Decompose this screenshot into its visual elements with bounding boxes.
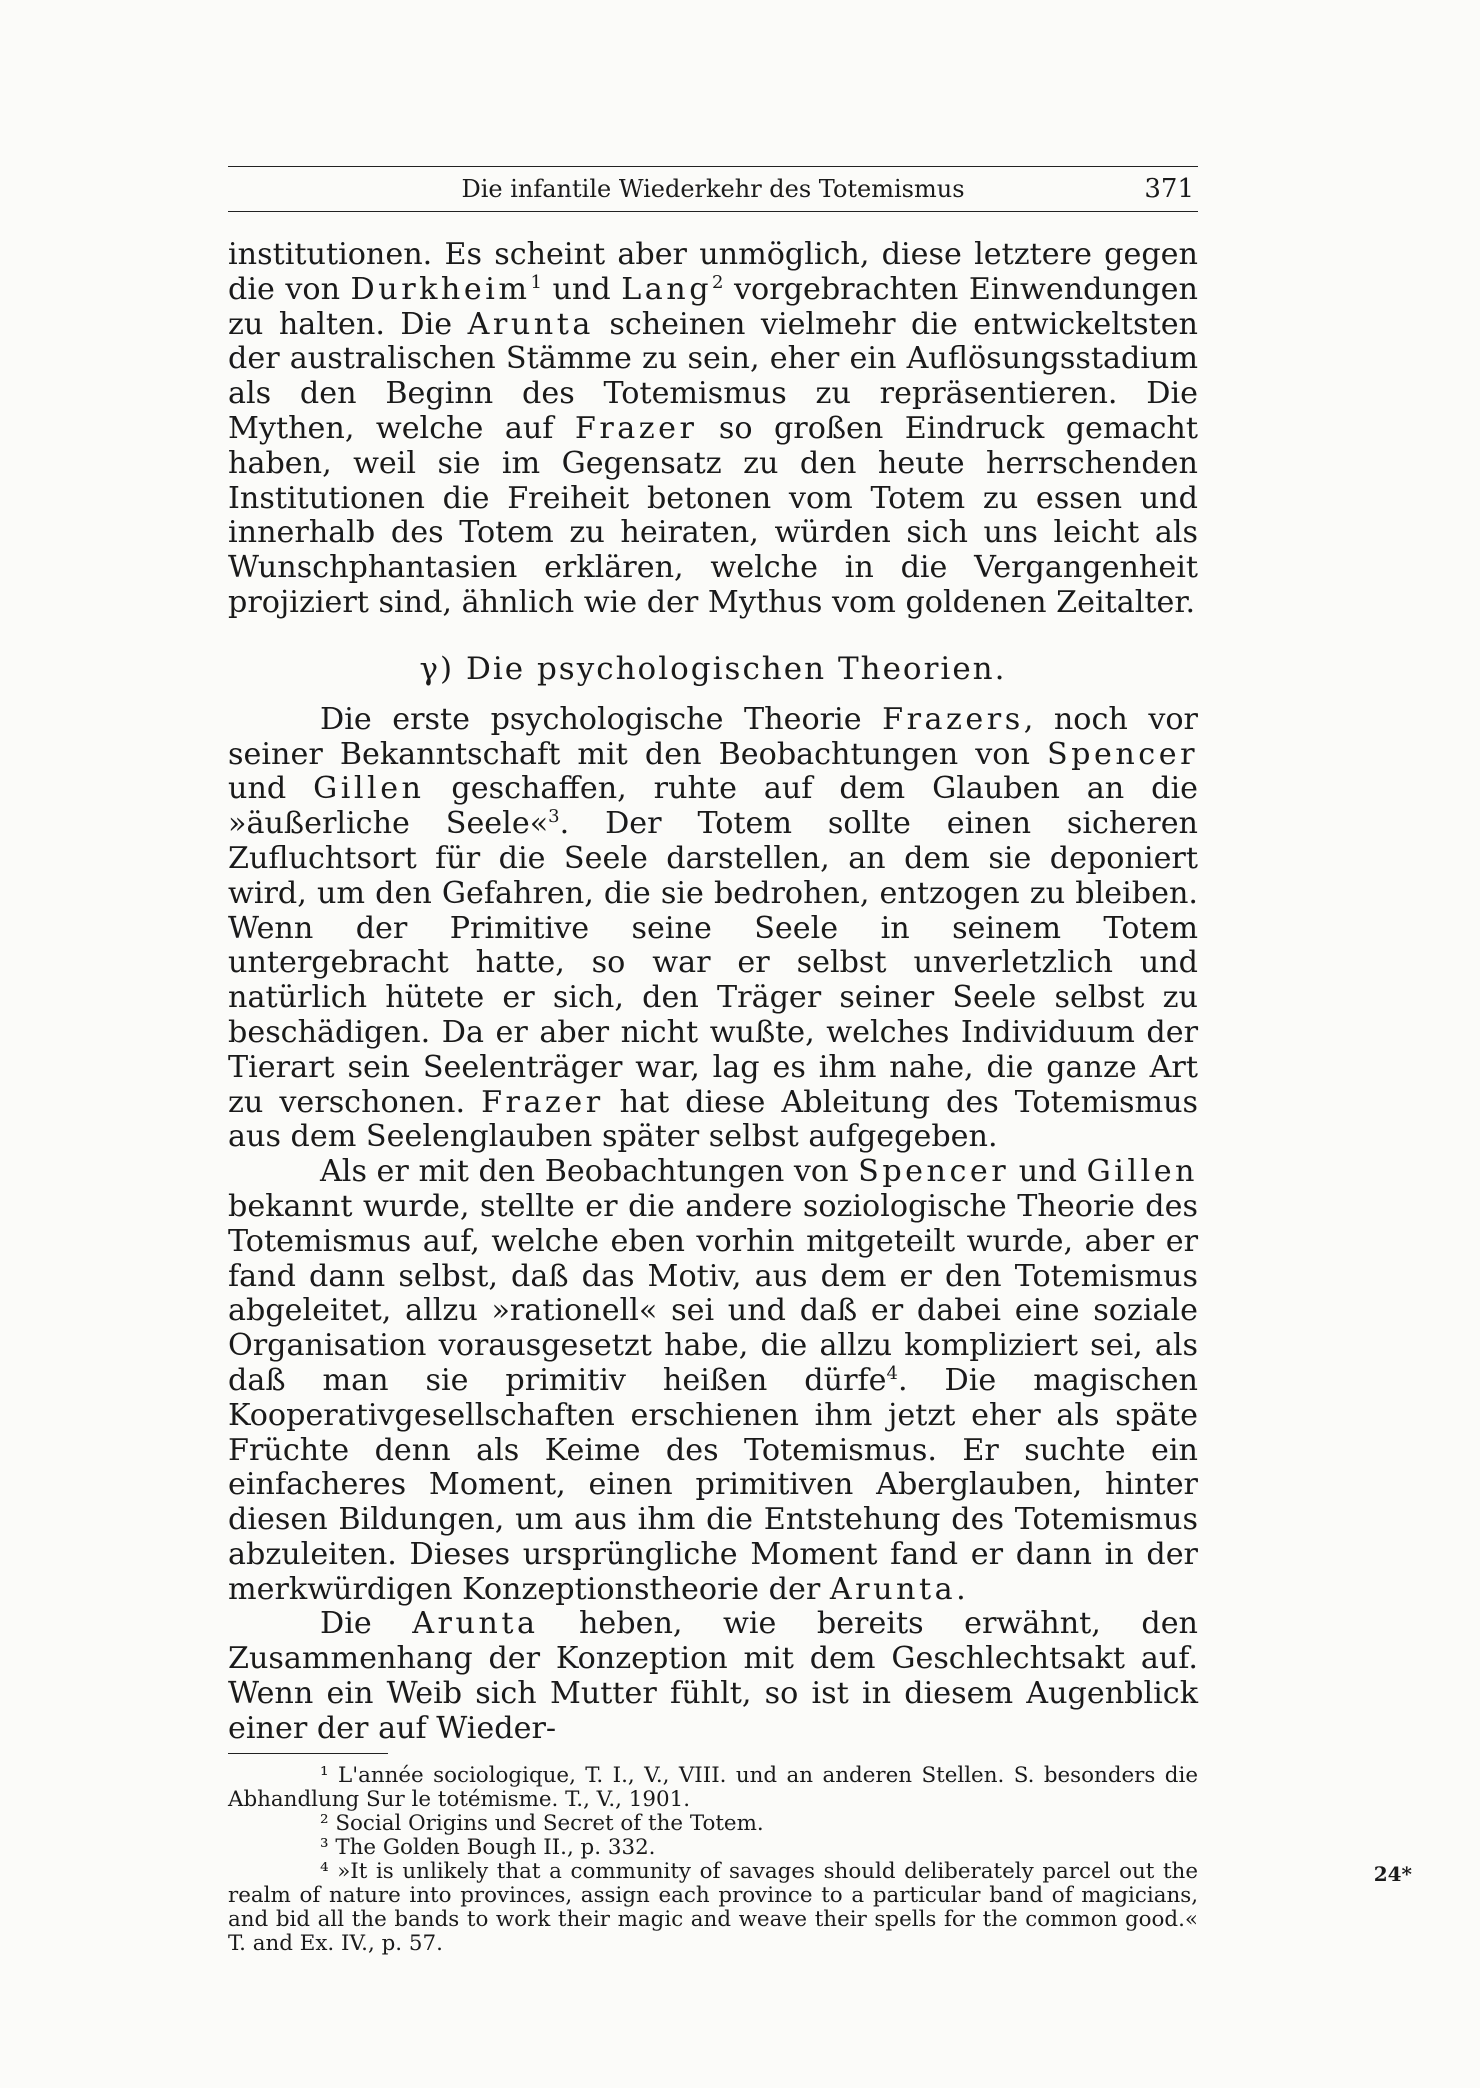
spaced-name: Frazer xyxy=(481,1084,604,1120)
footnote-ref: 3 xyxy=(548,806,560,828)
text-run: vorgebrachten Einwendungen zu halten. Die xyxy=(228,271,1198,342)
text-run: heben, wie bereits erwähnt, den Zusammenhang der Konzeption mit dem Geschlechtsakt auf. Wenn ein Weib sich Mutter fühlt, so ist in diesem Augenblick einer der auf Wieder- xyxy=(228,1606,1198,1746)
signature-mark: 24* xyxy=(1373,1862,1412,1886)
paragraph-4 xyxy=(228,1607,1198,1746)
text-run: scheinen vielmehr die entwickeltsten der australischen Stämme zu sein, eher ein Auflösungsstadium als den Beginn des Totemismus zu repräsentieren. Die Mythen, welche auf xyxy=(228,306,1198,446)
section-heading: γ) Die psychologischen Theorien. xyxy=(419,650,1007,687)
spaced-name: Frazer xyxy=(574,410,698,446)
spaced-name: Spencer xyxy=(858,1154,1010,1190)
spaced-name: Arunta xyxy=(467,306,594,342)
spaced-name: Spencer xyxy=(1046,736,1198,772)
text-run: , noch vor seiner Bekanntschaft mit den Beobachtungen von xyxy=(228,701,1198,772)
footnote-3: ³ The Golden Bough II., p. 332. xyxy=(320,1834,656,1860)
footnote-ref: 4 xyxy=(886,1362,898,1384)
text-run: geschaffen, ruhte auf dem Glauben an die »äußerliche Seele« xyxy=(228,771,1198,842)
text-run: Die erste psychologische Theorie xyxy=(320,701,883,737)
text-run: hat diese Ableitung des Totemismus aus dem Seelenglauben später selbst aufgegeben. xyxy=(228,1084,1199,1155)
running-title: Die infantile Wiederkehr des Totemismus xyxy=(461,175,965,203)
footnote-ref: 2 xyxy=(712,271,724,293)
text-run: . xyxy=(956,1571,966,1607)
spaced-name: Lang xyxy=(621,271,713,307)
spaced-name: Gillen xyxy=(313,771,425,807)
text-run: so großen Eindruck gemacht haben, weil sie im Gegensatz zu den heute herrschenden Institutionen die Freiheit betonen vom Totem zu essen und innerhalb des Totem zu heiraten, würden sich uns leicht als Wunschphantasien erklären, welche in die Vergangenheit projiziert sind, ähnlich wie der Mythus vom goldenen Zeitalter. xyxy=(228,410,1198,620)
page-content xyxy=(228,166,1198,1956)
paragraph-1 xyxy=(228,238,1198,621)
footnote-ref: 1 xyxy=(530,271,542,293)
footnote-4: ⁴ »It is unlikely that a community of savages should deliberately parcel out the realm of nature into provinces, assign each province to a particular band of magicians, and bid all the bands to work their magic and weave their spells for the common good.« T. and Ex. IV., p. 57. xyxy=(228,1858,1198,1956)
text-run: bekannt wurde, stellte er die andere soziologische Theorie des Totemismus auf, welche eben vorhin mitgeteilt wurde, aber er fand dann selbst, daß das Motiv, aus dem er den Totemismus abgeleitet, allzu »rationell« sei und daß er dabei eine soziale Organisation vorausgesetzt habe, die allzu kompliziert sei, als daß man sie primitiv heißen dürfe xyxy=(228,1188,1198,1398)
body-text xyxy=(228,238,1198,1747)
spaced-name: Durkheim xyxy=(350,271,531,307)
text-run: . Der Totem sollte einen sicheren Zufluchtsort für die Seele darstellen, an dem sie deponiert wird, um den Gefahren, die sie bedrohen, entzogen zu bleiben. Wenn der Primitive seine Seele in seinem Totem untergebracht hatte, so war er selbst unverletzlich und natürlich hütete er sich, den Träger seiner Seele selbst zu beschädigen. Da er aber nicht wußte, welches Individuum der Tierart sein Seelenträger war, lag es ihm nahe, die ganze Art zu verschonen. xyxy=(228,806,1199,1120)
text-run: Als er mit den Beobachtungen von xyxy=(320,1154,859,1190)
text-run: institutionen. Es scheint aber unmöglich, diese letztere gegen die von xyxy=(228,237,1198,307)
footnote-1: ¹ L'année sociologique, T. I., V., VIII. und an anderen Stellen. S. besonders die Abhandlung Sur le totémisme. T., V., 1901. xyxy=(228,1762,1198,1812)
running-header xyxy=(228,167,1198,211)
spaced-name: Gillen xyxy=(1086,1154,1198,1190)
spaced-name: Arunta xyxy=(412,1606,539,1642)
text-run: und xyxy=(541,271,622,307)
paragraph-2 xyxy=(228,703,1198,1155)
spaced-name: Arunta xyxy=(829,1571,957,1607)
footnote-rule xyxy=(228,1753,388,1754)
paragraph-3 xyxy=(228,1155,1198,1607)
spaced-name: Frazers xyxy=(882,701,1024,737)
footnotes xyxy=(228,1764,1198,1956)
header-bottom-rule xyxy=(228,211,1198,212)
footnote-2: ² Social Origins und Secret of the Totem. xyxy=(320,1810,764,1836)
text-run: und xyxy=(1009,1154,1087,1190)
text-run: und xyxy=(228,771,314,807)
text-run: . Die magischen Kooperativgesellschaften erschienen ihm jetzt eher als späte Früchte denn als Keime des Totemismus. Er suchte ein einfacheres Moment, einen primitiven Aberglauben, hinter diesen Bildungen, um aus ihm die Entstehung des Totemismus abzuleiten. Dieses ursprüngliche Moment fand er dann in der merkwürdigen Konzeptionstheorie der xyxy=(228,1362,1198,1607)
text-run: Die xyxy=(320,1606,413,1642)
page-number: 371 xyxy=(1144,174,1194,204)
